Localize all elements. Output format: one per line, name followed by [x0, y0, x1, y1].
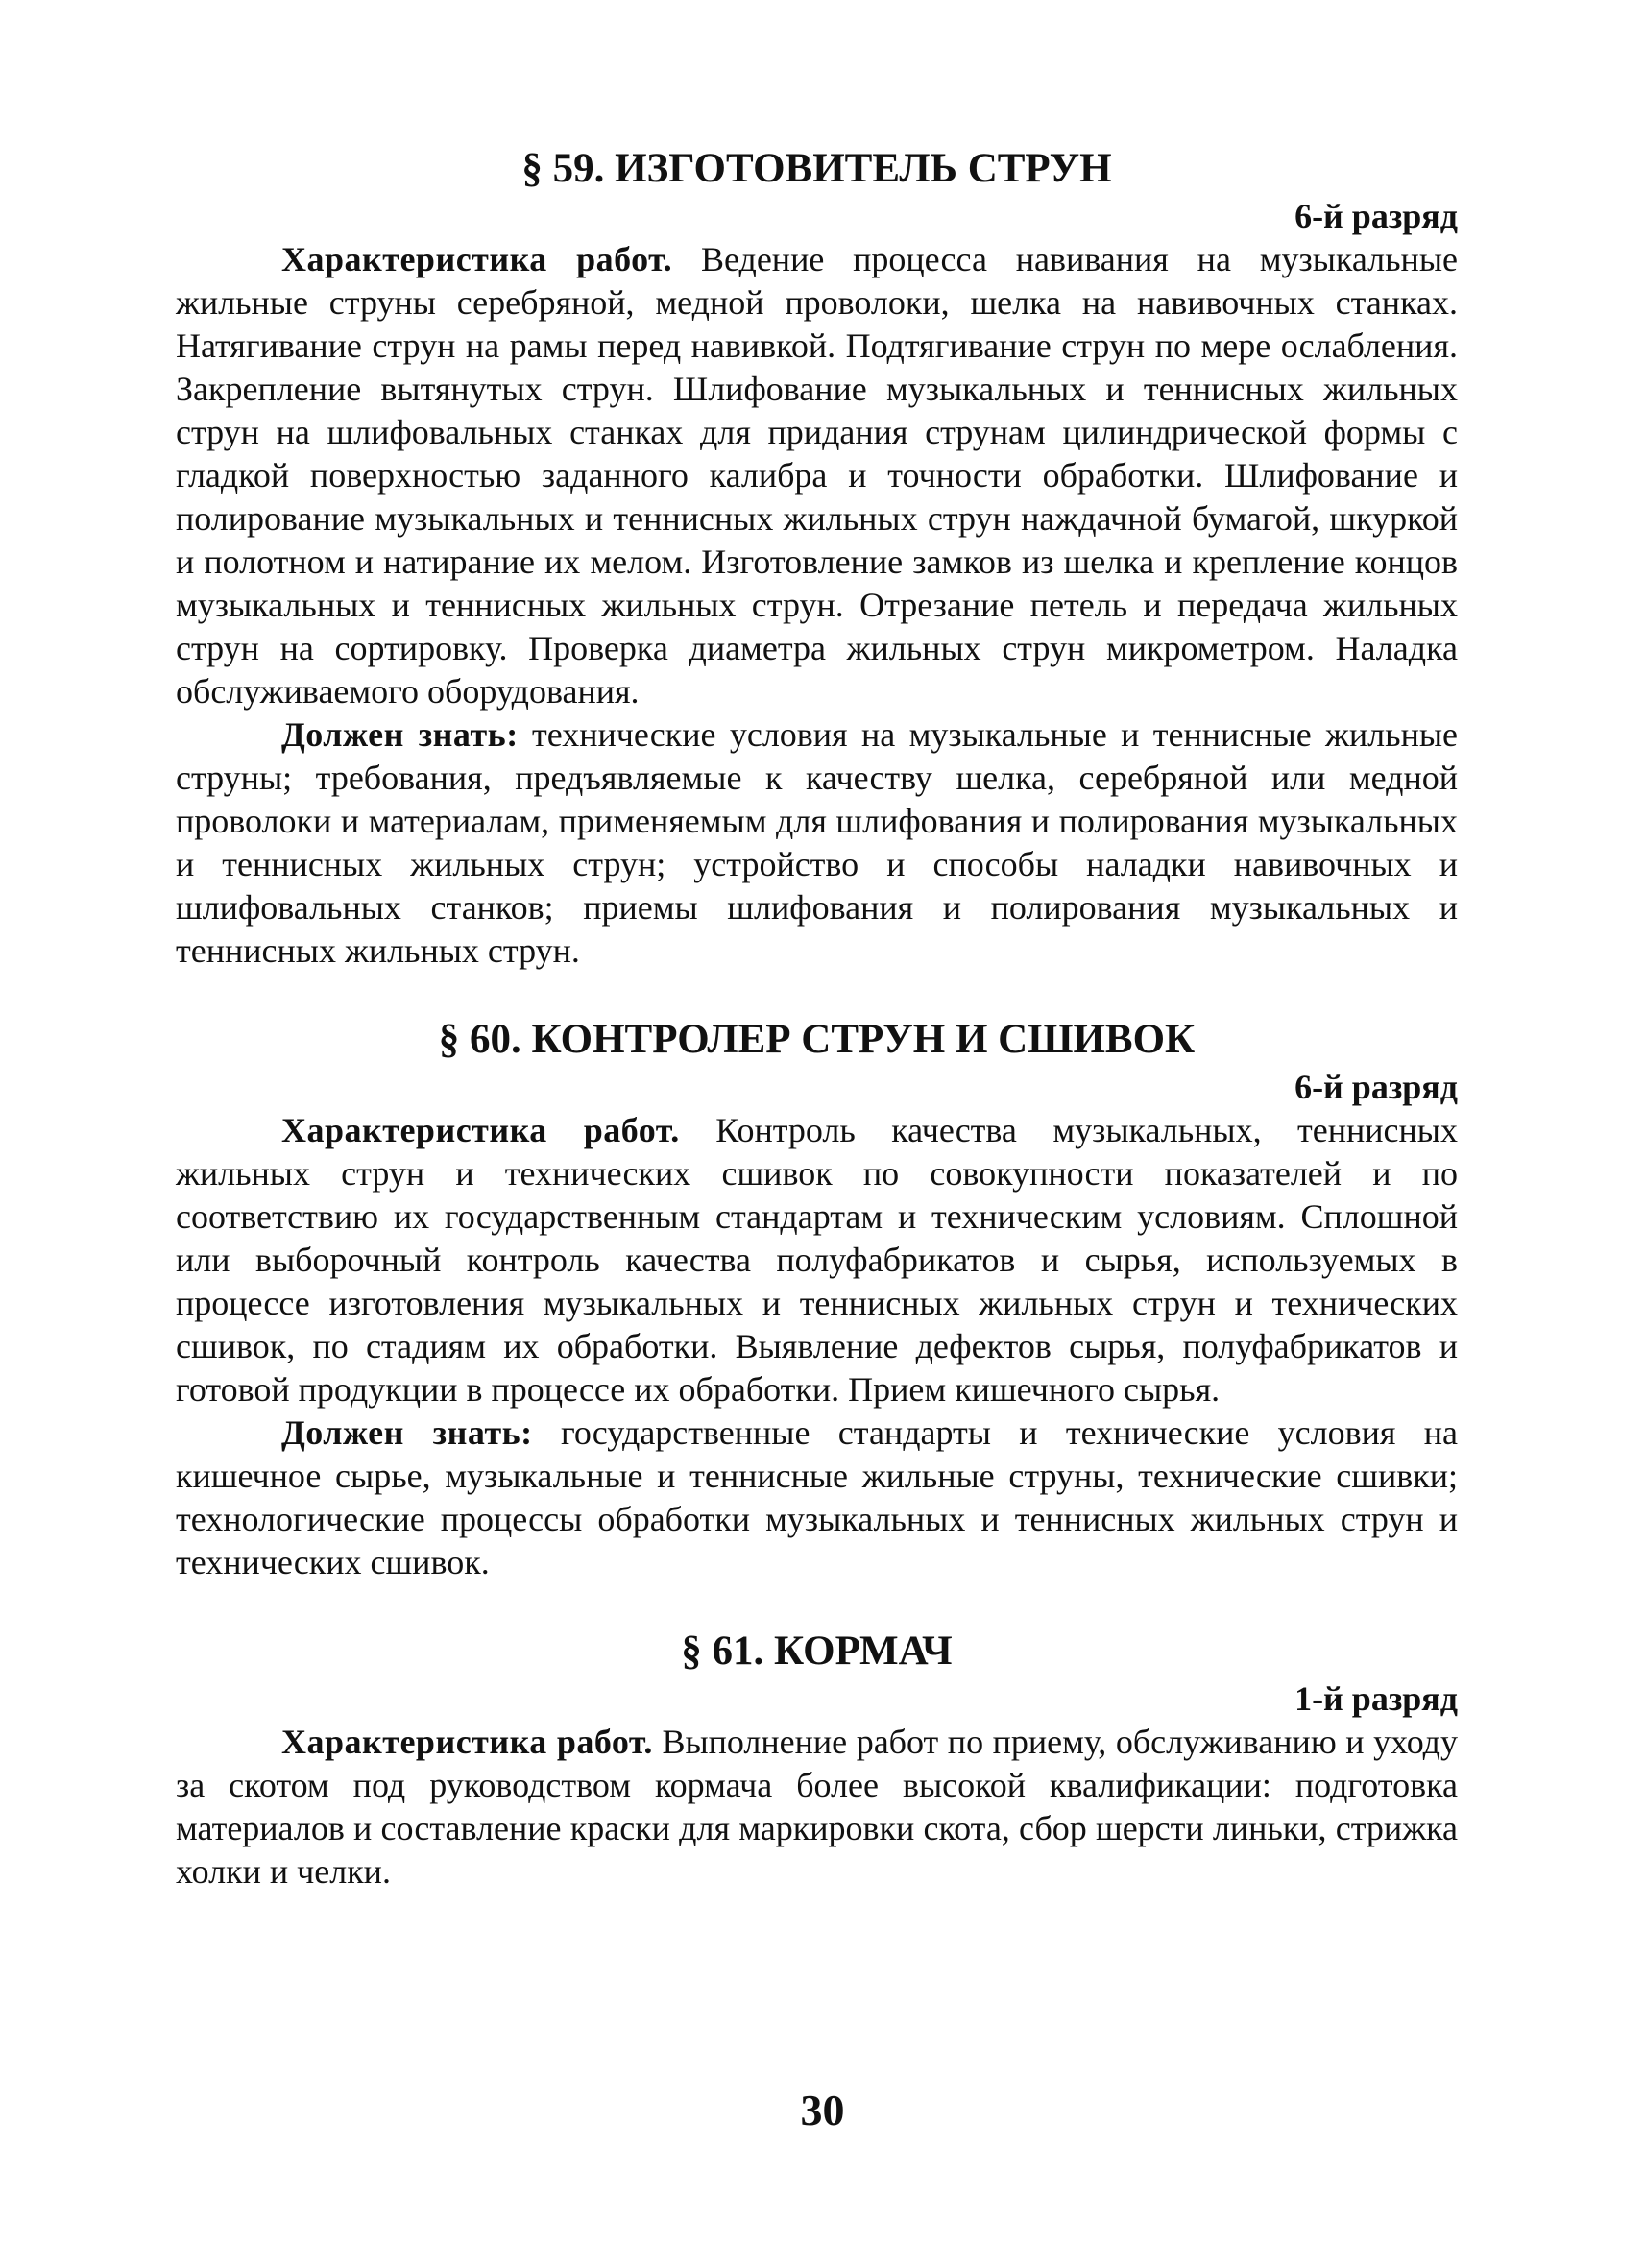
grade-label: 6-й разряд	[1294, 197, 1458, 235]
page-number: 30	[800, 2086, 845, 2135]
section-title: § 59. ИЗГОТОВИТЕЛЬ СТРУН	[521, 146, 1112, 191]
know-text: технические условия на музыкальные и теннисные жильные струны; требования, предъявляемые к качеству шелка, серебряной или медной проволоки и материалам, применяемым для шлифования и полирования музыкальных и теннисных жильных струн; устройство и способы наладки навивочных и шлифовальных станков; приемы шлифования и полирования музыкальных и теннисных жильных струн.	[176, 715, 1458, 970]
section-spacer	[176, 1584, 1458, 1627]
work-lead: Характеристика работ.	[281, 240, 673, 278]
know-text: государственные стандарты и технические условия на кишечное сырье, музыкальные и теннисные жильные струны, технические сшивки; технологические процессы обработки музыкальных и теннисных жильных струн и технических сшивок.	[176, 1413, 1459, 1581]
document-page	[176, 144, 1458, 1894]
work-description	[176, 238, 1458, 713]
knowledge-requirements	[176, 1411, 1458, 1584]
work-text: Контроль качества музыкальных, теннисных жильных струн и технических сшивок по совокупности показателей и по соответствию их государственным стандартам и техническим условиям. Сплошной или выборочный контроль качества полуфабрикатов и сырья, используемых в процессе изготовления музыкальных и теннисных жильных струн и технических сшивок, по стадиям их обработки. Выявление дефектов сырья, полуфабрикатов и готовой продукции в процессе их обработки. Прием кишечного сырья.	[176, 1111, 1458, 1409]
know-lead: Должен знать:	[281, 1413, 533, 1452]
grade-label: 6-й разряд	[1294, 1068, 1458, 1106]
work-lead: Характеристика работ.	[281, 1111, 680, 1149]
work-description	[176, 1721, 1458, 1894]
section-spacer	[176, 973, 1458, 1015]
section-title: § 61. КОРМАЧ	[681, 1629, 953, 1674]
section-title: § 60. КОНТРОЛЕР СТРУН И СШИВОК	[438, 1017, 1196, 1062]
work-text: Ведение процесса навивания на музыкальные жильные струны серебряной, медной проволоки, шелка на навивочных станках. Натягивание струн на рамы перед навивкой. Подтягивание струн по мере ослабления. Закрепление вытянутых струн. Шлифование музыкальных и теннисных жильных струн на шлифовальных станках для придания струнам цилиндрической формы с гладкой поверхностью заданного калибра и точности обработки. Шлифование и полирование музыкальных и теннисных жильных струн наждачной бумагой, шкуркой и полотном и натирание их мелом. Изготовление замков из шелка и крепление концов музыкальных и теннисных жильных струн. Отрезание петель и передача жильных струн на сортировку. Проверка диаметра жильных струн микрометром. Наладка обслуживаемого оборудования.	[176, 240, 1458, 711]
work-lead: Характеристика работ.	[281, 1723, 653, 1761]
knowledge-requirements	[176, 713, 1458, 973]
section-60	[176, 1015, 1458, 1584]
work-text: Выполнение работ по приему, обслуживанию и уходу за скотом под руководством кормача более высокой квалификации: подготовка материалов и составление краски для маркировки скота, сбор шерсти линьки, стрижка холки и челки.	[176, 1723, 1458, 1891]
know-lead: Должен знать:	[281, 715, 519, 754]
section-61	[176, 1627, 1458, 1894]
section-59	[176, 144, 1458, 973]
grade-label: 1-й разряд	[1294, 1679, 1458, 1718]
work-description	[176, 1109, 1458, 1411]
